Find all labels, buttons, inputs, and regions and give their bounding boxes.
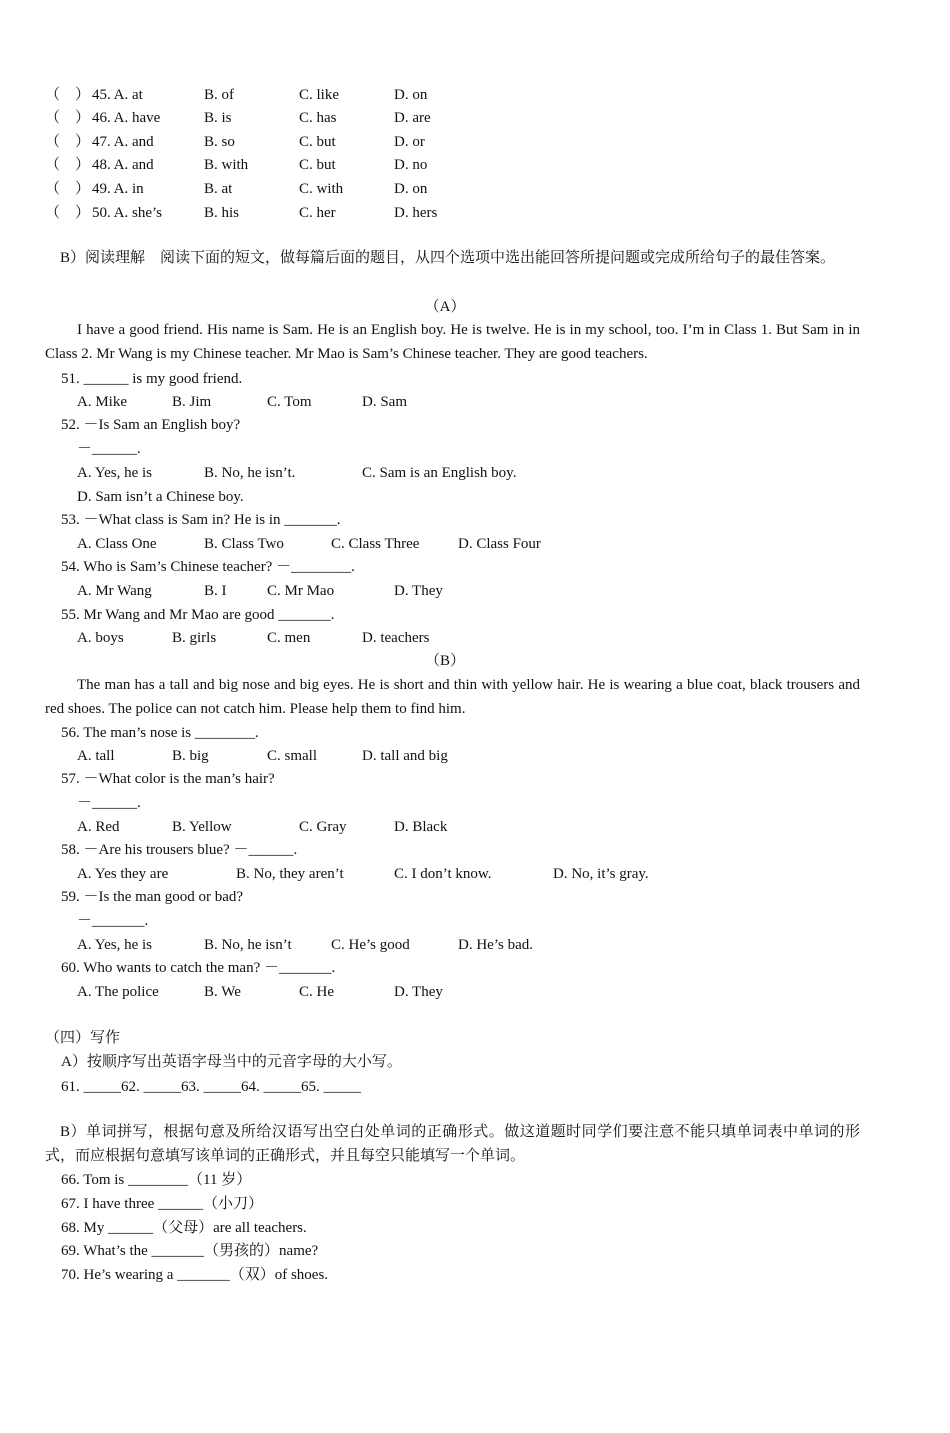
option-c: C. Sam is an English boy. bbox=[362, 465, 517, 481]
option-c: C. I don’t know. bbox=[394, 866, 492, 882]
option-c: C. Tom bbox=[267, 394, 312, 410]
option-b: B. is bbox=[204, 110, 232, 126]
option-a: A. Class One bbox=[77, 536, 157, 552]
option-a: A. tall bbox=[77, 748, 115, 764]
answer-paren: （ ） bbox=[45, 205, 91, 221]
option-b: B. big bbox=[172, 748, 209, 764]
option-c: C. has bbox=[299, 110, 337, 126]
option-b: B. I bbox=[204, 583, 227, 599]
option-d: D. Black bbox=[394, 819, 448, 835]
option-b: B. at bbox=[204, 181, 233, 197]
option-c: C. with bbox=[299, 181, 344, 197]
option-d: D. Class Four bbox=[458, 536, 541, 552]
option-b: B. We bbox=[204, 984, 241, 1000]
answer-blank-52: －______. bbox=[77, 441, 141, 457]
option-a: 45. A. at bbox=[92, 87, 143, 103]
option-b: B. his bbox=[204, 205, 240, 221]
option-a: 50. A. she’s bbox=[92, 205, 163, 221]
option-c: C. like bbox=[299, 87, 339, 103]
option-d: D. Sam bbox=[362, 394, 407, 410]
option-c: C. her bbox=[299, 205, 336, 221]
answer-paren: （ ） bbox=[45, 134, 91, 150]
option-d: D. tall and big bbox=[362, 748, 448, 764]
option-a: A. Mr Wang bbox=[77, 583, 152, 599]
option-c: C. small bbox=[267, 748, 318, 764]
question-70: 70. He’s wearing a _______（双）of shoes. bbox=[61, 1267, 329, 1283]
question-58: 58. －Are his trousers blue? －______. bbox=[61, 842, 298, 858]
option-d: D. They bbox=[394, 984, 443, 1000]
option-b: B. No, he isn’t bbox=[204, 937, 292, 953]
option-c: C. men bbox=[267, 630, 311, 646]
option-c: C. Class Three bbox=[331, 536, 420, 552]
passage-b-label: （B） bbox=[424, 653, 465, 669]
question-69: 69. What’s the _______（男孩的）name? bbox=[61, 1243, 319, 1259]
option-a: A. Red bbox=[77, 819, 120, 835]
option-d: D. or bbox=[394, 134, 425, 150]
option-b: B. with bbox=[204, 157, 249, 173]
option-b: B. No, they aren’t bbox=[236, 866, 344, 882]
option-c: C. He bbox=[299, 984, 334, 1000]
option-d: D. on bbox=[394, 87, 428, 103]
option-b: B. Yellow bbox=[172, 819, 232, 835]
option-b: B. Jim bbox=[172, 394, 212, 410]
question-55: 55. Mr Wang and Mr Mao are good _______. bbox=[61, 607, 335, 623]
option-a: A. Mike bbox=[77, 394, 127, 410]
option-a: 49. A. in bbox=[92, 181, 144, 197]
passage-a: I have a good friend. His name is Sam. He is an English boy. He is twelve. He is in my school, too. I’m in Class 1. But Sam in in Class 2. Mr Wang is my Chinese teacher. Mr Mao is Sam’s Chinese teacher. They are good teachers. bbox=[45, 322, 860, 362]
writing-a-instruction: A）按顺序写出英语字母当中的元音字母的大小写。 bbox=[61, 1054, 402, 1070]
answer-blank-59: －_______. bbox=[77, 913, 149, 929]
option-d: D. no bbox=[394, 157, 428, 173]
writing-heading: （四）写作 bbox=[45, 1030, 121, 1046]
answer-paren: （ ） bbox=[45, 110, 91, 126]
option-a: A. Yes, he is bbox=[77, 937, 153, 953]
question-56: 56. The man’s nose is ________. bbox=[61, 725, 259, 741]
answer-paren: （ ） bbox=[45, 181, 91, 197]
option-a: 47. A. and bbox=[92, 134, 154, 150]
option-b: B. so bbox=[204, 134, 235, 150]
option-b: B. of bbox=[204, 87, 234, 103]
option-c: C. Gray bbox=[299, 819, 347, 835]
vowel-blanks-61-65: 61. _____62. _____63. _____64. _____65. _____ bbox=[61, 1079, 361, 1095]
question-53: 53. －What class is Sam in? He is in _______. bbox=[61, 512, 341, 528]
option-a: A. boys bbox=[77, 630, 124, 646]
question-59: 59. －Is the man good or bad? bbox=[61, 889, 244, 905]
passage-b: The man has a tall and big nose and big eyes. He is short and thin with yellow hair. He is wearing a blue coat, black trousers and red shoes. The police can not catch him. Please help them to find him. bbox=[45, 677, 860, 717]
option-d: D. They bbox=[394, 583, 443, 599]
option-b: B. girls bbox=[172, 630, 217, 646]
writing-b-instruction: B）单词拼写，根据句意及所给汉语写出空白处单词的正确形式。做这道题时同学们要注意不能只填单词表中单词的形式，而应根据句意填写该单词的正确形式，并且每空只能填写一个单词。 bbox=[45, 1124, 860, 1164]
option-d: D. Sam isn’t a Chinese boy. bbox=[77, 489, 244, 505]
option-d: D. hers bbox=[394, 205, 438, 221]
option-d: D. No, it’s gray. bbox=[553, 866, 649, 882]
option-d: D. on bbox=[394, 181, 428, 197]
question-57: 57. －What color is the man’s hair? bbox=[61, 771, 275, 787]
option-a: 48. A. and bbox=[92, 157, 154, 173]
passage-a-label: （A） bbox=[424, 299, 466, 315]
question-60: 60. Who wants to catch the man? －_______. bbox=[61, 960, 336, 976]
option-b: B. No, he isn’t. bbox=[204, 465, 296, 481]
option-a: 46. A. have bbox=[92, 110, 161, 126]
reading-heading: B）阅读理解 阅读下面的短文，做每篇后面的题目，从四个选项中选出能回答所提问题或完成所给句子的最佳答案。 bbox=[60, 250, 836, 266]
option-d: D. He’s bad. bbox=[458, 937, 533, 953]
option-a: A. Yes they are bbox=[77, 866, 169, 882]
option-a: A. The police bbox=[77, 984, 159, 1000]
question-52: 52. －Is Sam an English boy? bbox=[61, 417, 241, 433]
option-c: C. He’s good bbox=[331, 937, 410, 953]
answer-paren: （ ） bbox=[45, 87, 91, 103]
option-a: A. Yes, he is bbox=[77, 465, 153, 481]
question-66: 66. Tom is ________（11 岁） bbox=[61, 1172, 252, 1188]
question-54: 54. Who is Sam’s Chinese teacher? －________. bbox=[61, 559, 355, 575]
option-c: C. but bbox=[299, 134, 336, 150]
option-c: C. but bbox=[299, 157, 336, 173]
question-67: 67. I have three ______（小刀） bbox=[61, 1196, 264, 1212]
answer-blank-57: －______. bbox=[77, 795, 141, 811]
option-d: D. are bbox=[394, 110, 431, 126]
answer-paren: （ ） bbox=[45, 157, 91, 173]
option-b: B. Class Two bbox=[204, 536, 284, 552]
option-c: C. Mr Mao bbox=[267, 583, 335, 599]
question-68: 68. My ______（父母）are all teachers. bbox=[61, 1220, 307, 1236]
question-51: 51. ______ is my good friend. bbox=[61, 371, 243, 387]
option-d: D. teachers bbox=[362, 630, 430, 646]
